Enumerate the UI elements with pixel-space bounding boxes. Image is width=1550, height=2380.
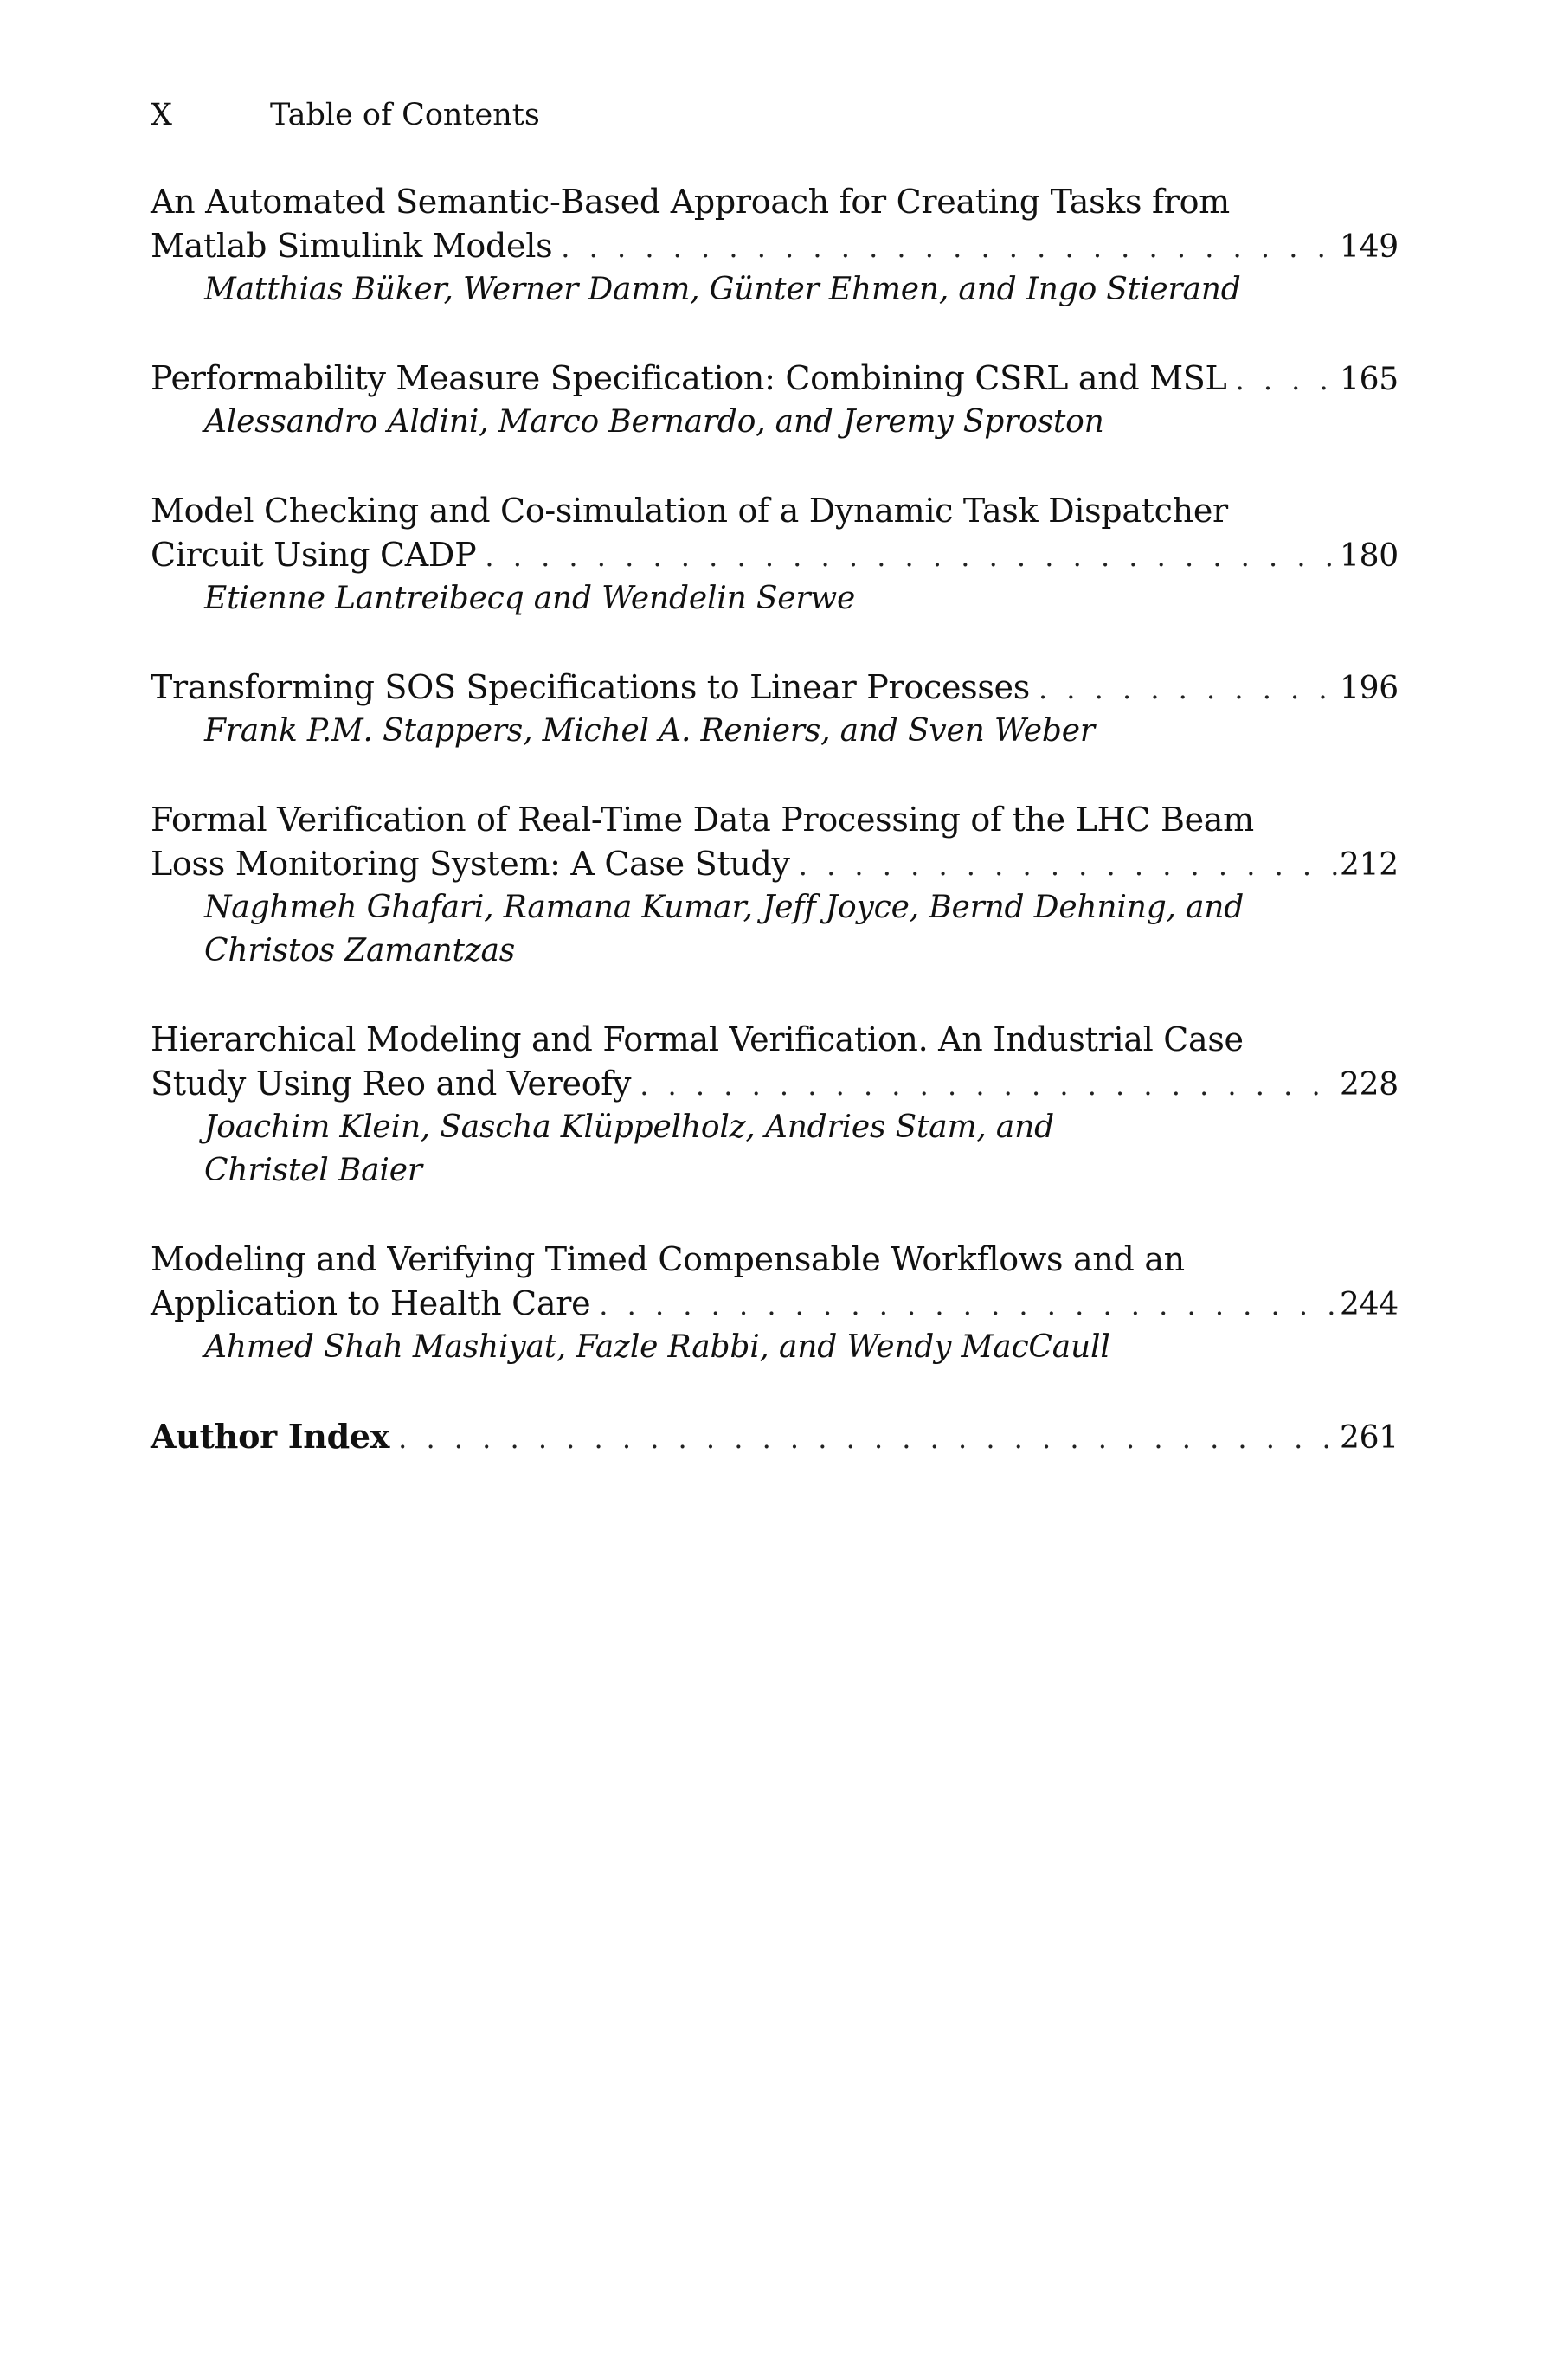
dot-leader [476, 535, 1340, 579]
entry-page-number: 244 [1340, 1287, 1399, 1322]
entry-title-text: Matlab Simulink Models [151, 227, 553, 265]
entry-authors: Naghmeh Ghafari, Ramana Kumar, Jeff Joyce, Bernd Dehning, and [204, 890, 1245, 925]
page-number: X [151, 98, 172, 132]
dot-leader [590, 1283, 1340, 1328]
toc-entry[interactable] [151, 1018, 1399, 1193]
dot-leader [790, 844, 1340, 888]
author-index-line [151, 1414, 1399, 1458]
toc-entry[interactable] [151, 666, 1399, 753]
entry-title-text: Study Using Reo and Vereofy [151, 1065, 632, 1103]
entry-authors: Joachim Klein, Sascha Klüppelholz, Andries Stam, and [204, 1110, 1054, 1145]
entry-title-line: Hierarchical Modeling and Formal Verification. An Industrial Case [151, 1020, 1244, 1058]
entry-page-number: 149 [1340, 229, 1399, 265]
entry-authors: Alessandro Aldini, Marco Bernardo, and Jeremy Sproston [204, 404, 1104, 440]
entry-title-text: Transforming SOS Specifications to Linear Processes [151, 668, 1030, 706]
entry-title-line [151, 533, 1399, 577]
dot-leader [389, 1417, 1340, 1461]
entry-title-line: Formal Verification of Real-Time Data Processing of the LHC Beam [151, 801, 1254, 839]
entry-title-line: Model Checking and Co-simulation of a Dynamic Task Dispatcher [151, 492, 1228, 530]
entry-page-number: 212 [1340, 847, 1399, 883]
entry-authors: Matthias Büker, Werner Damm, Günter Ehmen, and Ingo Stierand [204, 272, 1241, 307]
toc-entry[interactable] [151, 798, 1399, 973]
toc-entry[interactable] [151, 489, 1399, 621]
dot-leader [1226, 358, 1340, 402]
entry-authors: Christos Zamantzas [204, 933, 516, 968]
running-head-title: Table of Contents [270, 98, 540, 132]
entry-title-line [151, 1062, 1399, 1106]
entry-title-line: Modeling and Verifying Timed Compensable Workflows and an [151, 1240, 1185, 1278]
entry-page-number: 228 [1340, 1067, 1399, 1103]
entry-authors: Etienne Lantreibecq and Wendelin Serwe [204, 581, 856, 616]
dot-leader [552, 226, 1340, 270]
entry-title-text: Circuit Using CADP [151, 536, 477, 574]
entry-title-line [151, 357, 1399, 401]
toc-entry[interactable] [151, 357, 1399, 444]
author-index-entry[interactable] [151, 1414, 1399, 1458]
entry-title-line [151, 1282, 1399, 1326]
entry-title-text: Application to Health Care [151, 1284, 591, 1322]
entry-title-line [151, 224, 1399, 268]
entry-page-number: 165 [1340, 362, 1399, 397]
entry-authors: Christel Baier [204, 1153, 422, 1188]
entry-authors: Frank P.M. Stappers, Michel A. Reniers, and Sven Weber [204, 713, 1095, 749]
running-head [151, 93, 540, 137]
entry-page-number: 180 [1340, 538, 1399, 574]
toc-entry[interactable] [151, 180, 1399, 312]
entry-page-number: 196 [1340, 671, 1399, 706]
entry-title-text: Performability Measure Specification: Combining CSRL and MSL [151, 359, 1227, 397]
entry-title-line [151, 842, 1399, 886]
author-index-label: Author Index [151, 1417, 390, 1456]
toc-entry[interactable] [151, 1238, 1399, 1369]
entry-title-line: An Automated Semantic-Based Approach for Creating Tasks from [151, 183, 1230, 221]
dot-leader [1030, 667, 1340, 711]
entry-authors: Ahmed Shah Mashiyat, Fazle Rabbi, and Wendy MacCaull [204, 1329, 1110, 1365]
author-index-page-number: 261 [1340, 1420, 1399, 1456]
table-of-contents [151, 180, 1399, 1503]
entry-title-text: Loss Monitoring System: A Case Study [151, 845, 790, 883]
entry-title-line [151, 666, 1399, 710]
dot-leader [631, 1064, 1340, 1108]
